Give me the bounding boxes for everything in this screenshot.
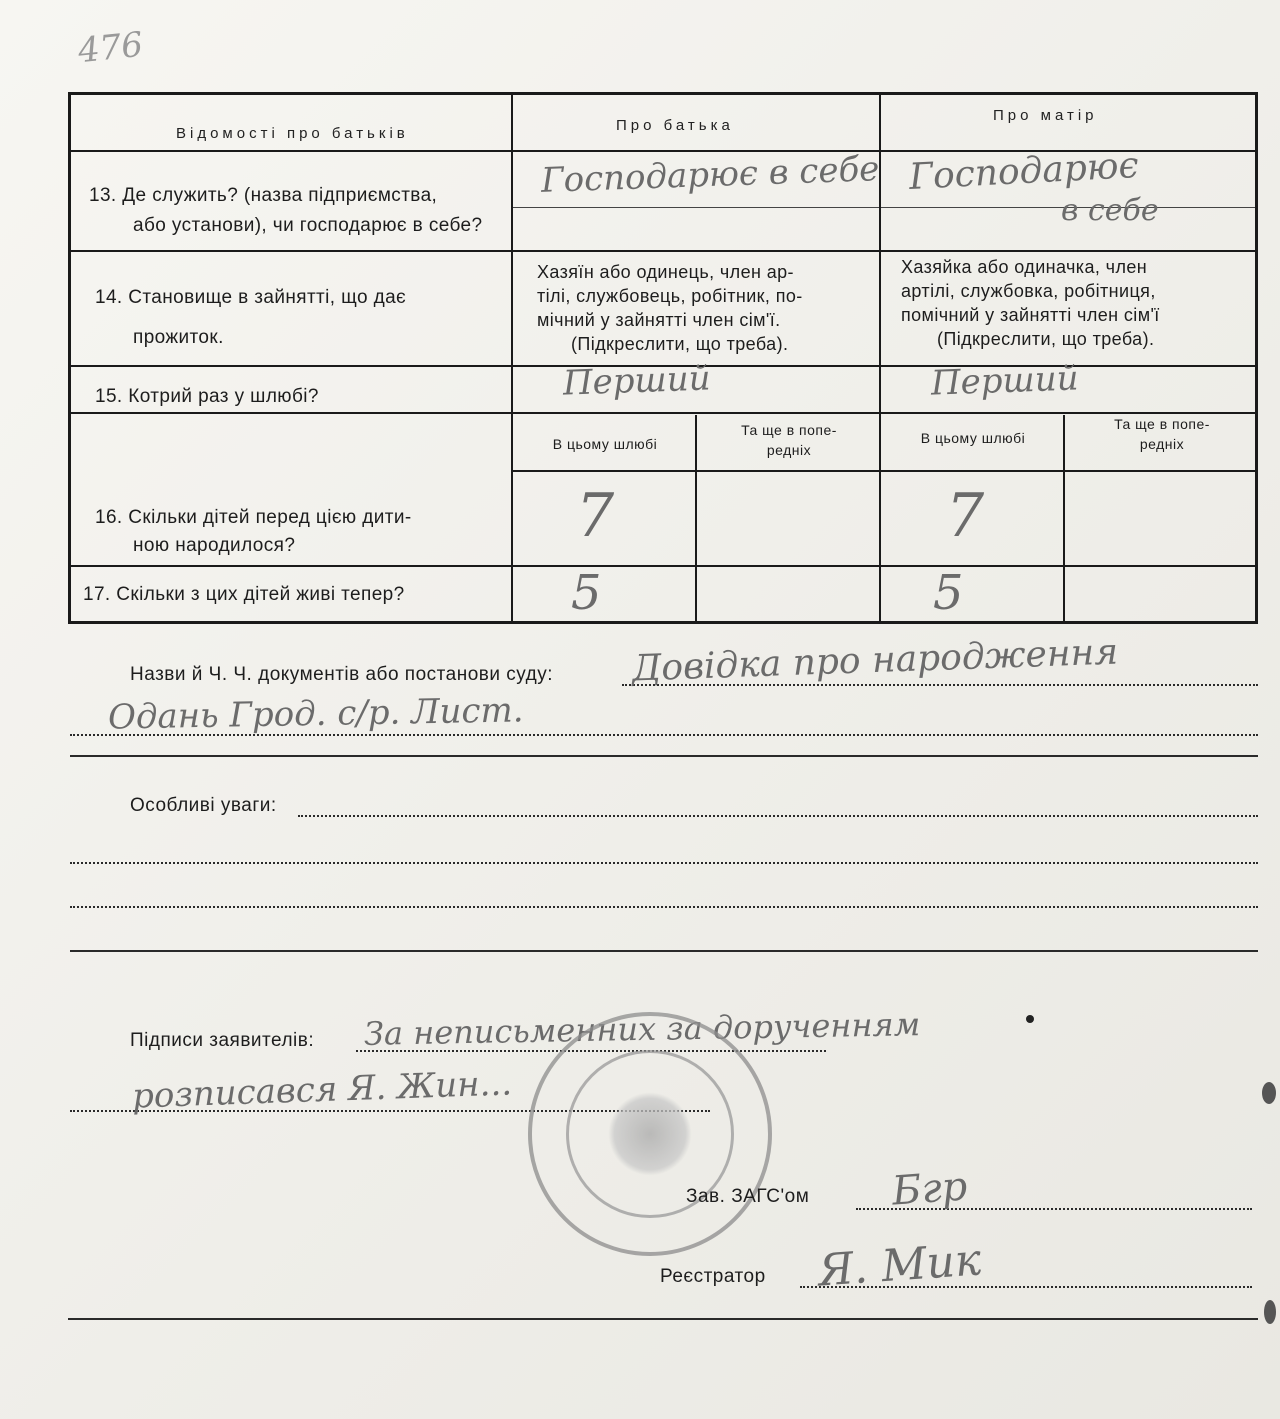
signatures-label: Підписи заявителів: bbox=[130, 1030, 315, 1051]
row15-label: 15. Котрий раз у шлюбі? bbox=[95, 386, 319, 407]
father-prev-header-line1: Та ще в попе- bbox=[741, 422, 837, 438]
zags-head-label: Зав. ЗАГС'ом bbox=[686, 1186, 810, 1207]
row13-label-line2: або установи), чи господарює в себе? bbox=[133, 215, 483, 236]
mother-prev-header-line1: Та ще в попе- bbox=[1114, 416, 1210, 432]
row17-father-handwriting: 5 bbox=[571, 565, 602, 621]
official-seal bbox=[528, 1012, 772, 1256]
father-prev-header-line2: редніх bbox=[766, 442, 812, 458]
row13-label-line1: 13. Де служить? (назва підприємства, bbox=[89, 185, 438, 206]
zags-head-signature: Бгр bbox=[890, 1163, 969, 1215]
row15-mother-handwriting: Перший bbox=[930, 358, 1080, 404]
row13-father-handwriting: Господарює в себе bbox=[540, 149, 880, 201]
father-this-marriage-header: В цьому шлюбі bbox=[552, 436, 658, 452]
header-info: Відомості про батьків bbox=[176, 125, 409, 142]
row16-label-line2: ною народилося? bbox=[133, 535, 296, 556]
row17-mother-handwriting: 5 bbox=[933, 565, 964, 621]
remarks-label: Особливі уваги: bbox=[130, 795, 277, 816]
documents-label: Назви й Ч. Ч. документів або постанови суду: bbox=[130, 664, 553, 685]
mother-prev-header-line2: редніх bbox=[1139, 436, 1185, 452]
row16-mother-handwriting: 7 bbox=[946, 481, 985, 551]
row15-father-handwriting: Перший bbox=[562, 358, 712, 404]
row14-father-line3: мічний у зайнятті член сім'ї. bbox=[537, 310, 781, 330]
row14-mother-line4: (Підкреслити, що треба). bbox=[937, 329, 1155, 349]
row14-father-line1: Хазяїн або одинець, член ар- bbox=[537, 262, 794, 282]
row16-father-handwriting: 7 bbox=[576, 481, 615, 551]
row14-mother-line1: Хазяйка або одиначка, член bbox=[901, 257, 1148, 277]
parents-info-table bbox=[68, 92, 1258, 624]
archive-number: 476 bbox=[76, 24, 145, 72]
row14-father-line4: (Підкреслити, що треба). bbox=[571, 334, 789, 354]
mother-this-marriage-header: В цьому шлюбі bbox=[920, 430, 1026, 446]
row17-label: 17. Скільки з цих дітей живі тепер? bbox=[83, 584, 405, 605]
header-father: Про батька bbox=[616, 117, 734, 134]
row14-mother-line3: помічний у зайнятті член сім'ї bbox=[901, 305, 1160, 325]
registrar-signature: Я. Мик bbox=[816, 1234, 983, 1297]
registrar-label: Реєстратор bbox=[660, 1266, 766, 1287]
row14-label-line2: прожиток. bbox=[133, 327, 224, 348]
row13-mother-handwriting-2: в себе bbox=[1061, 193, 1159, 228]
row13-mother-handwriting: Господарює bbox=[908, 145, 1140, 198]
signatures-handwriting-line1: За неписьменних за дорученням bbox=[363, 1005, 921, 1053]
row14-label-line1: 14. Становище в зайнятті, що дає bbox=[95, 287, 407, 308]
documents-handwriting-line1: Довідка про народження bbox=[631, 631, 1119, 690]
row14-mother-line2: артілі, службовка, робітниця, bbox=[901, 281, 1156, 301]
row16-label-line1: 16. Скільки дітей перед цією дити- bbox=[95, 507, 412, 528]
signatures-handwriting-line2: розписався Я. Жин... bbox=[131, 1063, 513, 1117]
row14-father-line2: тілі, службовець, робітник, по- bbox=[537, 286, 803, 306]
header-mother: Про матір bbox=[993, 107, 1098, 124]
documents-handwriting-line2: Одань Грод. с/р. Лист. bbox=[107, 690, 524, 738]
